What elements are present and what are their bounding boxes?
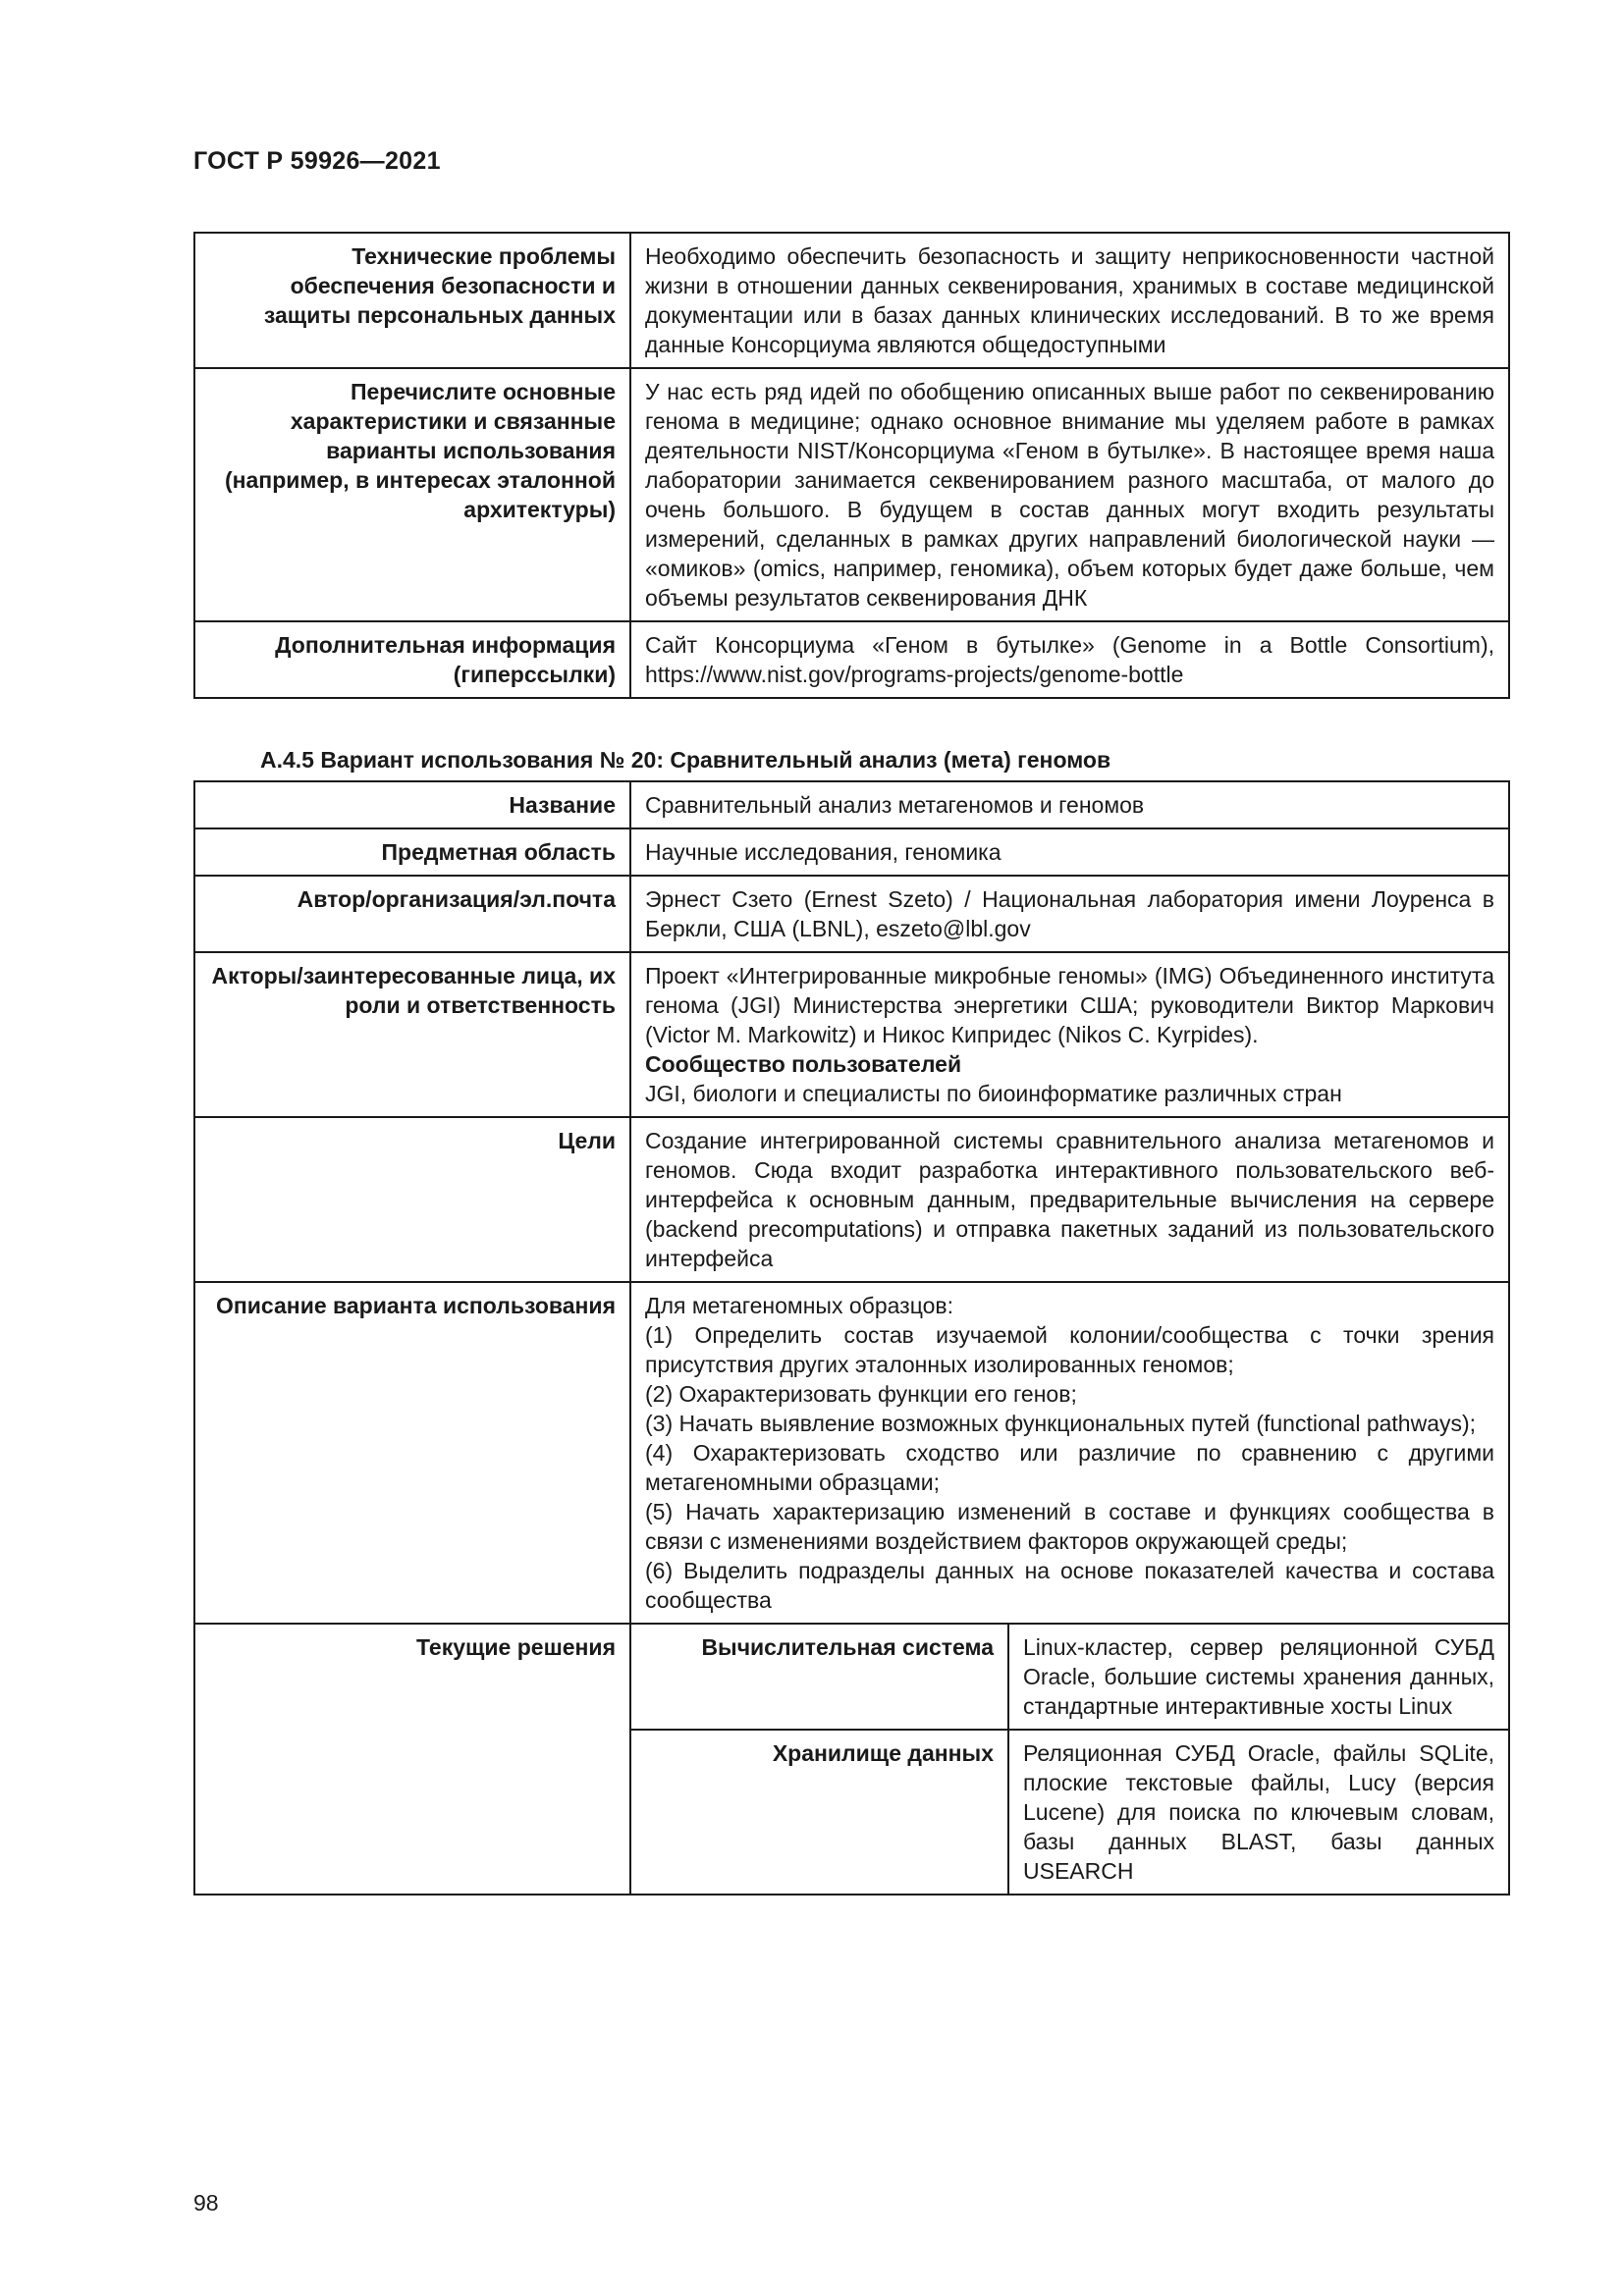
goals-label: Цели [194, 1117, 630, 1282]
description-line: (1) Определить состав изучаемой колонии/сообщества с точки зрения присутствия других эталонных изолированных геномов; [645, 1322, 1494, 1377]
section-title: А.4.5 Вариант использования № 20: Сравнительный анализ (мета) геномов [260, 747, 1111, 773]
page-number: 98 [193, 2190, 219, 2216]
row-label: Технические проблемы обеспечения безопасности и защиты персональных данных [194, 233, 630, 368]
table-row [194, 1282, 1509, 1624]
domain-label: Предметная область [194, 828, 630, 876]
usecase-table-continued [193, 232, 1510, 699]
description-line: (5) Начать характеризацию изменений в составе и функциях сообщества в связи с изменениями воздействием факторов окружающей среды; [645, 1499, 1494, 1554]
description-line: (3) Начать выявление возможных функциональных путей (functional pathways); [645, 1411, 1477, 1436]
author-label: Автор/организация/эл.почта [194, 876, 630, 952]
author-value: Эрнест Сзето (Ernest Szeto) / Национальная лаборатория имени Лоуренса в Беркли, США (LBNL), eszeto@lbl.gov [630, 876, 1509, 952]
description-line: (2) Охарактеризовать функции его генов; [645, 1381, 1077, 1407]
table-row [194, 1117, 1509, 1282]
row-value: Необходимо обеспечить безопасность и защиту неприкосновенности частной жизни в отношении данных секвенирования, хранимых в составе медицинской документации или в базах данных клинических исследований. В то же время данные Консорциума являются общедоступными [630, 233, 1509, 368]
row-value: У нас есть ряд идей по обобщению описанных выше работ по секвенированию генома в медицине; однако основное внимание мы уделяем работе в рамках деятельности NIST/Консорциума «Геном в бутылке». В настоящее время наша лаборатории занимается секвенированием разного масштаба, от малого до очень большого. В будущем в состав данных могут входить результаты измерений, сделанных в рамках других направлений биологической науки — «омиков» (omics, например, геномика), объем которых будет даже больше, чем объемы результатов секвенирования ДНК [630, 368, 1509, 621]
compute-value: Linux-кластер, сервер реляционной СУБД Oracle, большие системы хранения данных, стандартные интерактивные хосты Linux [1008, 1624, 1509, 1730]
document-header: ГОСТ Р 59926—2021 [193, 147, 441, 175]
actors-label: Акторы/заинтересованные лица, их роли и ответственность [194, 952, 630, 1117]
community-text: JGI, биологи и специалисты по биоинформатике различных стран [645, 1081, 1342, 1106]
actors-text: Проект «Интегрированные микробные геномы» (IMG) Объединенного института генома (JGI) Министерства энергетики США; руководители Виктор Маркович (Victor M. Markowitz) и Никос Кипридес (Nikos C. Kyrpides). [645, 963, 1494, 1047]
description-line: (4) Охарактеризовать сходство или различие по сравнению с другими метагеномными образцами; [645, 1440, 1494, 1495]
storage-label: Хранилище данных [630, 1730, 1008, 1895]
table-row [194, 233, 1509, 368]
domain-value: Научные исследования, геномика [630, 828, 1509, 876]
description-line: (6) Выделить подразделы данных на основе показателей качества и состава сообщества [645, 1558, 1494, 1613]
table-row [194, 1624, 1509, 1730]
row-label: Дополнительная информация (гиперссылки) [194, 621, 630, 698]
description-label: Описание варианта использования [194, 1282, 630, 1624]
name-label: Название [194, 781, 630, 828]
current-solutions-label: Текущие решения [194, 1624, 630, 1895]
row-value: Сайт Консорциума «Геном в бутылке» (Genome in a Bottle Consortium), https://www.nist.gov/programs-projects/genome-bottle [630, 621, 1509, 698]
goals-value: Создание интегрированной системы сравнительного анализа метагеномов и геномов. Сюда входит разработка интерактивного пользовательского веб-интерфейса к основным данным, предварительные вычисления на сервере (backend precomputations) и отправка пакетных заданий из пользовательского интерфейса [630, 1117, 1509, 1282]
description-line: Для метагеномных образцов: [645, 1293, 954, 1318]
table-row [194, 781, 1509, 828]
row-label: Перечислите основные характеристики и связанные варианты использования (например, в интересах эталонной архитектуры) [194, 368, 630, 621]
table-row [194, 876, 1509, 952]
storage-value: Реляционная СУБД Oracle, файлы SQLite, плоские текстовые файлы, Lucy (версия Lucene) для поиска по ключевым словам, базы данных BLAST, базы данных USEARCH [1008, 1730, 1509, 1895]
table-row [194, 368, 1509, 621]
table-row [194, 828, 1509, 876]
table-row [194, 621, 1509, 698]
usecase-20-table [193, 780, 1510, 1896]
description-value [630, 1282, 1509, 1624]
actors-value [630, 952, 1509, 1117]
table-row [194, 952, 1509, 1117]
community-heading: Сообщество пользователей [645, 1051, 962, 1077]
name-value: Сравнительный анализ метагеномов и геномов [630, 781, 1509, 828]
compute-label: Вычислительная система [630, 1624, 1008, 1730]
